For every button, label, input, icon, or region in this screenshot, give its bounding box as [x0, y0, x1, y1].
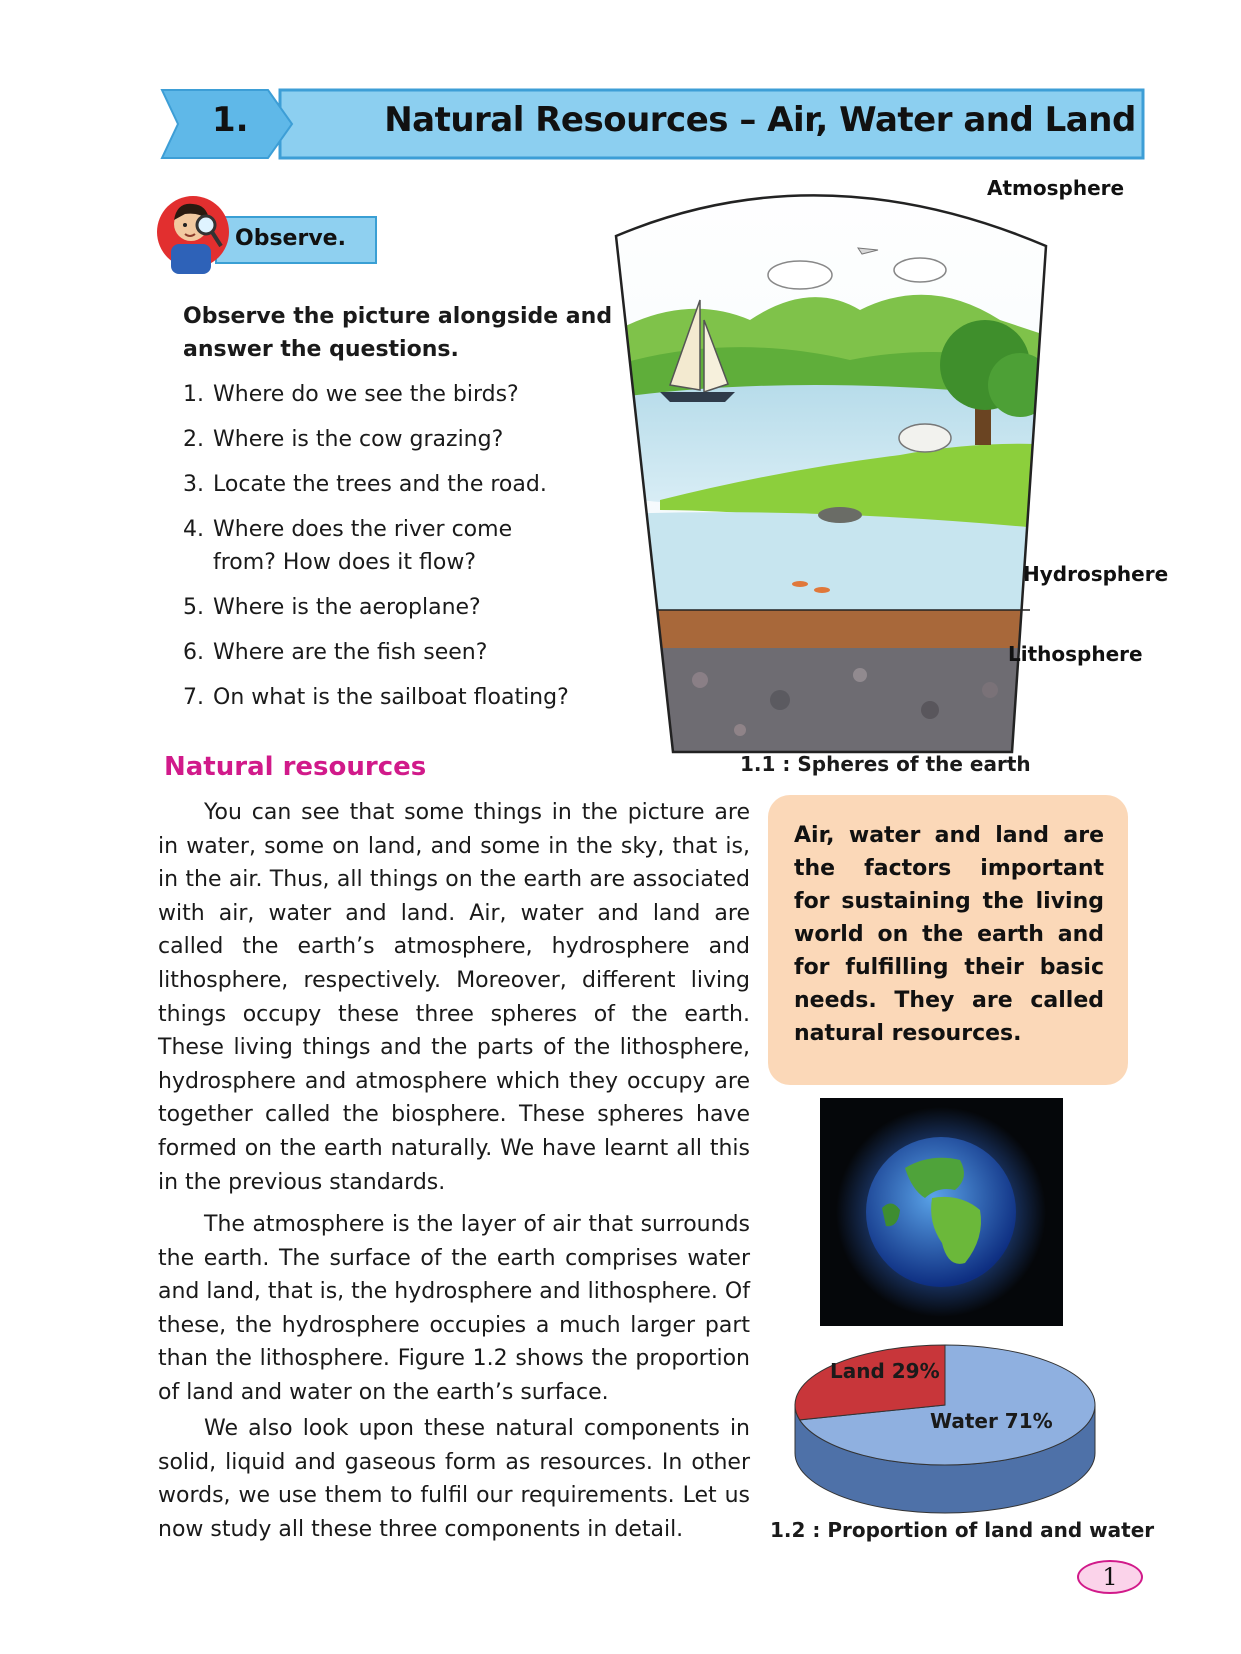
- boy-with-magnifier-icon: [155, 190, 235, 275]
- chapter-banner: [160, 88, 1145, 160]
- info-box-text: Air, water and land are the factors important for sustaining the living world on the earth and for fulfilling their basic needs. They are called natural resources.: [794, 823, 1104, 1046]
- chapter-title: Natural Resources – Air, Water and Land: [384, 100, 1136, 140]
- question-text: Where is the cow grazing?: [213, 427, 504, 452]
- question-item: [183, 636, 623, 669]
- question-text: Where does the river come from? How does it flow?: [213, 517, 513, 575]
- question-number: 4.: [183, 517, 204, 542]
- question-item: [183, 468, 623, 501]
- atmosphere-label: Atmosphere: [987, 176, 1125, 200]
- question-number: 6.: [183, 640, 204, 665]
- figure-1-caption: 1.1 : Spheres of the earth: [740, 752, 1031, 776]
- body-paragraph-1: You can see that some things in the picture are in water, some on land, and some in the sky, that is, in the air. Thus, all things on the earth are associated with air, water and land. Air, water and land are called the earth’s atmosphere, hydrosphere and lithosphere, respectively. Moreover, different living things occupy these three spheres of the earth. These living things and the parts of the lithosphere, hydrosphere and atmosphere which they occupy are together called the biosphere. These spheres have formed on the earth naturally. We have learnt all this in the previous standards.: [158, 800, 750, 1195]
- globe-illustration: [820, 1098, 1063, 1326]
- figure-2-caption: 1.2 : Proportion of land and water: [770, 1518, 1155, 1542]
- observe-label: Observe.: [235, 226, 346, 251]
- question-text: Where do we see the birds?: [213, 382, 519, 407]
- pie-label-water: Water 71%: [930, 1409, 1053, 1433]
- page-number: 1: [1077, 1560, 1143, 1594]
- question-item: [183, 681, 623, 714]
- earth-image: [820, 1098, 1063, 1326]
- question-text: Where is the aeroplane?: [213, 595, 481, 620]
- question-number: 7.: [183, 685, 204, 710]
- question-text: On what is the sailboat floating?: [213, 685, 569, 710]
- question-item: [183, 423, 623, 456]
- observe-box: [215, 216, 377, 264]
- pie-label-land: Land 29%: [830, 1359, 940, 1383]
- question-item: [183, 378, 623, 411]
- body-paragraph-3: We also look upon these natural components in solid, liquid and gaseous form as resources. In other words, we use them to fulfil our requirements. Let us now study all these three components in detail.: [158, 1416, 750, 1542]
- observe-badge: [155, 190, 385, 280]
- question-number: 5.: [183, 595, 204, 620]
- spheres-illustration: [600, 170, 1200, 760]
- section-heading: Natural resources: [164, 752, 427, 782]
- question-text: Where are the fish seen?: [213, 640, 488, 665]
- question-number: 1.: [183, 382, 204, 407]
- land-water-pie-chart: [790, 1335, 1105, 1515]
- chapter-number: 1.: [212, 100, 249, 140]
- question-text: Locate the trees and the road.: [213, 472, 547, 497]
- hydrosphere-label: Hydrosphere: [1023, 562, 1169, 586]
- question-item: [183, 591, 623, 624]
- questions-list: [183, 378, 623, 726]
- spheres-figure: [600, 170, 1200, 760]
- question-number: 2.: [183, 427, 204, 452]
- body-paragraph-2: The atmosphere is the layer of air that surrounds the earth. The surface of the earth comprises water and land, that is, the hydrosphere and lithosphere. Of these, the hydrosphere occupies a much larger part than the lithosphere. Figure 1.2 shows the proportion of land and water on the earth’s surface.: [158, 1212, 750, 1405]
- question-item: [183, 513, 623, 579]
- lithosphere-label: Lithosphere: [1008, 642, 1143, 666]
- questions-intro: Observe the picture alongside and answer the questions.: [183, 304, 613, 362]
- info-box: [768, 795, 1128, 1085]
- question-number: 3.: [183, 472, 204, 497]
